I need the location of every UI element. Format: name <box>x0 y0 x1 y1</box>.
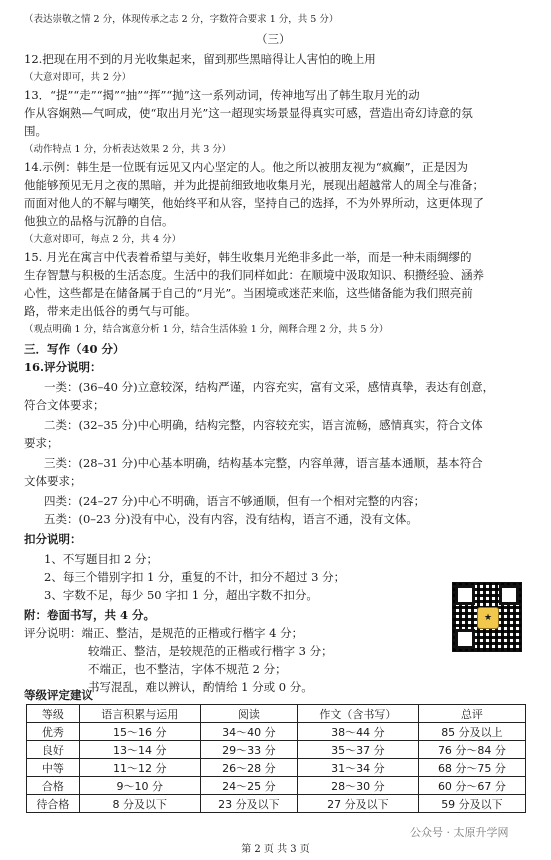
table-cell: 11～12 分 <box>79 759 200 777</box>
table-row <box>27 759 526 777</box>
text-line: 15. 月光在寓言中代表着希望与美好，韩生收集月光绝非多此一举，而是一种未雨绸缪的 <box>24 250 472 264</box>
table-cell: 8 分及以下 <box>79 795 200 813</box>
column-header: 作文（含书写） <box>297 705 418 723</box>
text-line: 围。 <box>24 124 47 138</box>
table-cell: 59 分及以下 <box>418 795 525 813</box>
table-cell: 9～10 分 <box>79 777 200 795</box>
table-cell: 31～34 分 <box>297 759 418 777</box>
table-row <box>27 723 526 741</box>
text-line: 扣分说明： <box>24 532 82 546</box>
text-line: 要求； <box>24 436 59 450</box>
text-line: 1、不写题目扣 2 分； <box>44 552 158 566</box>
table-row <box>27 777 526 795</box>
column-header: 等级 <box>27 705 80 723</box>
grade-table <box>26 704 526 813</box>
text-line: 12.把现在用不到的月光收集起来，留到那些黑暗得让人害怕的晚上用 <box>24 52 376 66</box>
text-line: 文体要求； <box>24 474 82 488</box>
table-cell: 23 分及以下 <box>200 795 297 813</box>
text-line: （三） <box>256 32 291 46</box>
table-cell: 35～37 分 <box>297 741 418 759</box>
qr-finder-icon <box>455 629 475 649</box>
table-cell: 15～16 分 <box>79 723 200 741</box>
table-cell: 24～25 分 <box>200 777 297 795</box>
text-line: 3、字数不足，每少 50 字扣 1 分，超出字数不扣分。 <box>44 588 318 602</box>
qr-finder-icon <box>499 585 519 605</box>
page-number: 第 2 页 共 3 页 <box>241 844 310 855</box>
table-cell: 良好 <box>27 741 80 759</box>
wechat-watermark: 公众号 · 太原升学网 <box>410 826 509 839</box>
qr-logo-icon: ★ <box>477 607 499 629</box>
table-row <box>27 795 526 813</box>
text-line: 评分说明：端正、整洁，是规范的正楷或行楷字 4 分； <box>24 626 304 640</box>
text-line: 书写混乱，难以辨认，酌情给 1 分或 0 分。 <box>88 680 313 694</box>
column-header: 总评 <box>418 705 525 723</box>
text-line: 他独立的品格与沉静的自信。 <box>24 214 174 228</box>
table-cell: 85 分及以上 <box>418 723 525 741</box>
text-line: （表达崇敬之情 2 分，体现传承之志 2 分，字数符合要求 1 分，共 5 分） <box>24 14 339 25</box>
text-line: （动作特点 1 分，分析表达效果 2 分，共 3 分） <box>24 144 232 155</box>
table-cell: 待合格 <box>27 795 80 813</box>
table-cell: 26～28 分 <box>200 759 297 777</box>
text-line: 2、每三个错别字扣 1 分，重复的不计，扣分不超过 3 分； <box>44 570 346 584</box>
table-cell: 27 分及以下 <box>297 795 418 813</box>
text-line: 心性，这些都是在储备属于自己的“月光”。当困境或迷茫来临，这些储备能为我们照亮前 <box>24 286 473 300</box>
table-cell: 合格 <box>27 777 80 795</box>
text-line: 不端正，也不整洁，字体不规范 2 分； <box>88 662 287 676</box>
text-line: 四类：(24–27 分)中心不明确，语言不够通顺，但有一个相对完整的内容； <box>44 494 426 508</box>
table-cell: 60 分～67 分 <box>418 777 525 795</box>
qr-code <box>452 582 522 652</box>
text-line: （大意对即可，共 2 分） <box>24 72 132 83</box>
table-cell: 13～14 分 <box>79 741 200 759</box>
text-line: 二类：(32–35 分)中心明确，结构完整，内容较充实，语言流畅，感情真实，符合文体 <box>44 418 483 432</box>
text-line: 五类：(0–23 分)没有中心，没有内容，没有结构，语言不通，没有文体。 <box>44 512 418 526</box>
table-body <box>27 723 526 813</box>
text-line: 而面对他人的不解与嘲笑，他始终平和从容，坚持自己的选择，不为外界所动，这更体现了 <box>24 196 484 210</box>
text-line: （观点明确 1 分，结合寓意分析 1 分，结合生活体验 1 分，阐释合理 2 分，共 5 分） <box>24 324 389 335</box>
text-line: （大意对即可，每点 2 分，共 4 分） <box>24 234 182 245</box>
column-header: 语言积累与运用 <box>79 705 200 723</box>
text-line: 一类：(36–40 分)立意较深，结构严谨，内容充实，富有文采，感情真挚，表达有创意， <box>44 380 495 394</box>
text-line: 16.评分说明： <box>24 360 102 374</box>
text-line: 13．“提”“走”“揭”“抽”“挥”“抛”这一系列动词，传神地写出了韩生取月光的动 <box>24 88 420 102</box>
table-cell: 76 分～84 分 <box>418 741 525 759</box>
table-cell: 34～40 分 <box>200 723 297 741</box>
text-line: 生存智慧与积极的生活态度。生活中的我们同样如此：在顺境中汲取知识、积攒经验、涵养 <box>24 268 484 282</box>
table-cell: 38～44 分 <box>297 723 418 741</box>
table-cell: 优秀 <box>27 723 80 741</box>
column-header: 阅读 <box>200 705 297 723</box>
text-line: 作从容娴熟—气呵成，使“取出月光”这一超现实场景显得真实可感，营造出奇幻诗意的氛 <box>24 106 473 120</box>
qr-finder-icon <box>455 585 475 605</box>
text-line: 他能够预见无月之夜的黑暗，并为此提前细致地收集月光，展现出超越常人的周全与准备； <box>24 178 484 192</box>
text-line: 较端正、整洁，是较规范的正楷或行楷字 3 分； <box>88 644 333 658</box>
text-line: 三类：(28–31 分)中心基本明确，结构基本完整，内容单薄，语言基本通顺，基本符合 <box>44 456 483 470</box>
text-line: 等级评定建议 <box>24 688 93 702</box>
table-cell: 中等 <box>27 759 80 777</box>
text-line: 附：卷面书写，共 4 分。 <box>24 608 156 622</box>
table-row <box>27 741 526 759</box>
table-cell: 29～33 分 <box>200 741 297 759</box>
table-cell: 28～30 分 <box>297 777 418 795</box>
text-line: 符合文体要求； <box>24 398 105 412</box>
table-cell: 68 分～75 分 <box>418 759 525 777</box>
text-line: 14.示例：韩生是一位既有远见又内心坚定的人。他之所以被朋友视为“疯癫”，正是因为 <box>24 160 469 174</box>
text-line: 路，带来走出低谷的勇气与可能。 <box>24 304 197 318</box>
text-line: 三．写作（40 分） <box>24 342 125 356</box>
table-header-row <box>27 705 526 723</box>
